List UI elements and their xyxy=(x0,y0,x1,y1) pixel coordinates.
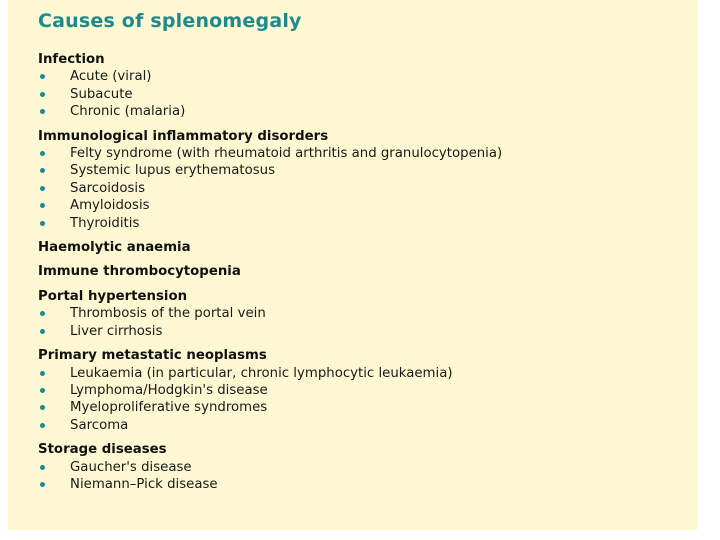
item-list xyxy=(38,68,688,120)
section-heading: Immune thrombocytopenia xyxy=(38,264,241,280)
list-item xyxy=(38,197,688,214)
bullet-icon xyxy=(40,311,45,316)
bullet-icon xyxy=(40,423,45,428)
section-heading: Immunological inflammatory disorders xyxy=(38,128,329,144)
bullet-icon xyxy=(40,388,45,393)
bullet-icon xyxy=(40,186,45,191)
list-item xyxy=(38,162,688,179)
bullet-icon xyxy=(40,92,45,97)
list-item xyxy=(38,68,688,85)
section xyxy=(38,288,688,340)
bullet-icon xyxy=(40,74,45,79)
list-item-text: Chronic (malaria) xyxy=(70,104,186,120)
bullet-icon xyxy=(40,203,45,208)
list-item-text: Lymphoma/Hodgkin's disease xyxy=(70,382,268,398)
list-item-text: Amyloidosis xyxy=(70,198,150,214)
list-item xyxy=(38,86,688,103)
bullet-icon xyxy=(40,151,45,156)
section xyxy=(38,239,688,256)
list-item xyxy=(38,382,688,399)
section-heading: Storage diseases xyxy=(38,442,167,458)
list-item-text: Systemic lupus erythematosus xyxy=(70,163,276,179)
section-heading: Haemolytic anaemia xyxy=(38,240,191,256)
item-list xyxy=(38,305,688,340)
section xyxy=(38,51,688,121)
panel-title: Causes of splenomegaly xyxy=(38,10,302,32)
item-list xyxy=(38,365,688,435)
list-item xyxy=(38,103,688,120)
section-heading: Portal hypertension xyxy=(38,288,188,304)
section-heading: Infection xyxy=(38,52,105,67)
list-item xyxy=(38,417,688,434)
list-item xyxy=(38,365,688,382)
list-item-text: Gaucher's disease xyxy=(70,459,192,475)
list-item-text: Thrombosis of the portal vein xyxy=(70,306,266,322)
list-item xyxy=(38,215,688,232)
section xyxy=(38,441,688,493)
bullet-icon xyxy=(40,405,45,410)
list-item xyxy=(38,305,688,322)
list-item xyxy=(38,459,688,476)
item-list xyxy=(38,145,688,232)
list-item-text: Thyroiditis xyxy=(70,215,140,231)
list-item xyxy=(38,476,688,493)
list-item-text: Leukaemia (in particular, chronic lymphocytic leukaemia) xyxy=(70,365,453,381)
list-item xyxy=(38,180,688,197)
bullet-icon xyxy=(40,465,45,470)
item-list xyxy=(38,459,688,494)
list-item-text: Acute (viral) xyxy=(70,69,152,85)
list-item-text: Felty syndrome (with rheumatoid arthritis and granulocytopenia) xyxy=(70,146,503,162)
bullet-icon xyxy=(40,329,45,334)
list-item-text: Myeloproliferative syndromes xyxy=(70,400,268,416)
list-item-text: Subacute xyxy=(70,86,133,102)
bullet-icon xyxy=(40,168,45,173)
list-item xyxy=(38,145,688,162)
bullet-icon xyxy=(40,371,45,376)
list-item xyxy=(38,399,688,416)
list-item xyxy=(38,323,688,340)
list-item-text: Sarcoidosis xyxy=(70,180,146,196)
sections-list xyxy=(38,51,688,500)
bullet-icon xyxy=(40,109,45,114)
bullet-icon xyxy=(40,221,45,226)
section xyxy=(38,128,688,232)
section xyxy=(38,347,688,434)
causes-panel xyxy=(8,0,697,530)
list-item-text: Niemann–Pick disease xyxy=(70,476,218,492)
list-item-text: Liver cirrhosis xyxy=(70,323,163,339)
list-item-text: Sarcoma xyxy=(70,417,129,433)
section xyxy=(38,263,688,280)
section-heading: Primary metastatic neoplasms xyxy=(38,348,267,364)
bullet-icon xyxy=(40,482,45,487)
